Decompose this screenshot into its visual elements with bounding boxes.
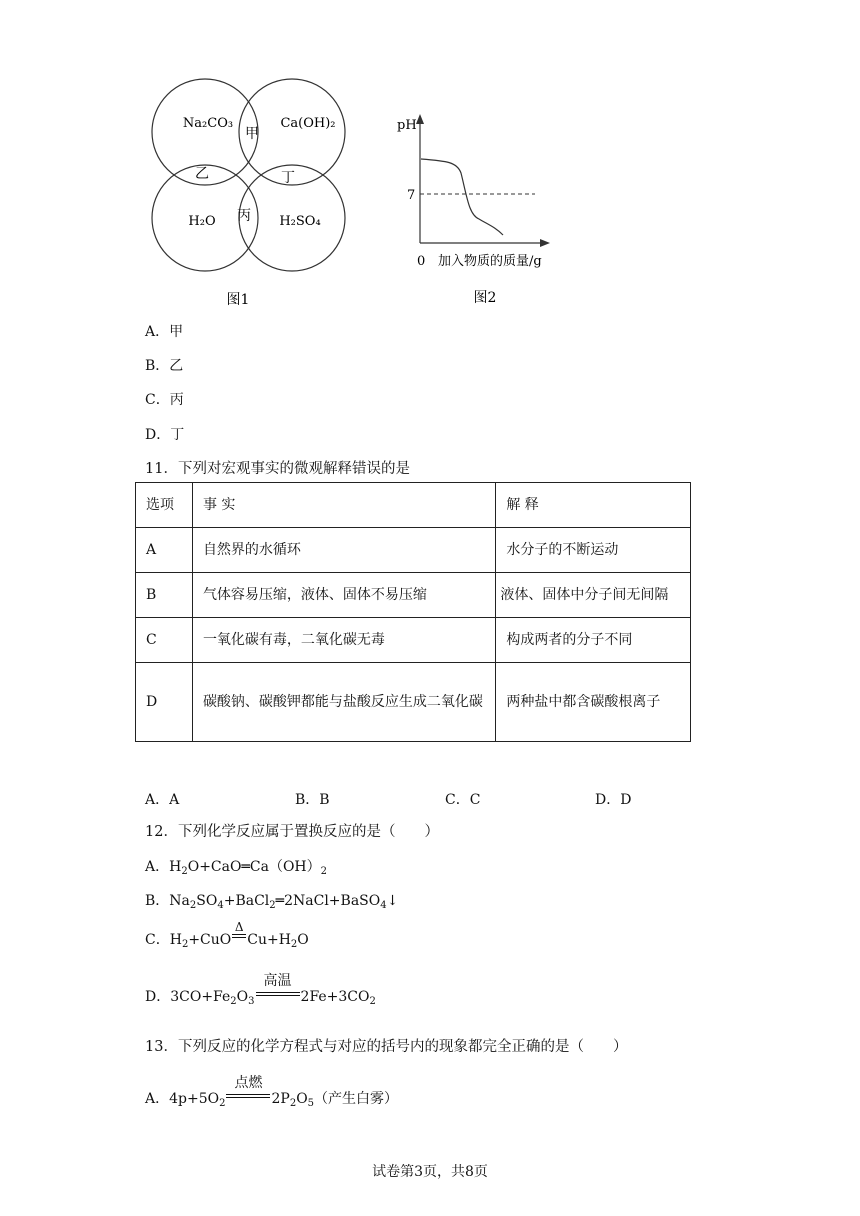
region-ding: 丁 — [281, 170, 295, 186]
figure-2-ph-graph — [385, 105, 580, 315]
table-row — [136, 528, 691, 573]
q12-a-label: A． — [145, 859, 170, 875]
q10-option-d: D．丁 — [145, 427, 185, 443]
row-c-explanation: 构成两者的分子不同 — [496, 618, 691, 663]
q12-d-condition: 高温 — [263, 973, 292, 989]
q12-b-equation: $Na_2SO_4+BaCl_2═2NaCl+BaSO_4↓$ — [169, 893, 399, 911]
row-d-option: D — [136, 663, 193, 742]
q12-option-c — [145, 920, 309, 950]
q10-option-c: C．丙 — [145, 392, 184, 408]
q11-option-d: D．D — [595, 792, 632, 808]
q12-option-a — [145, 856, 327, 876]
q12-c-condition: Δ — [234, 920, 244, 934]
table-row — [136, 663, 691, 742]
q11-stem: 11．下列对宏观事实的微观解释错误的是 — [145, 461, 410, 477]
label-h2so4: H₂SO₄ — [279, 214, 321, 229]
figure-1-venn — [140, 72, 360, 317]
q12-a-equation: $H_2O+CaO═Ca(OH)_2$ — [169, 859, 328, 877]
table-row — [136, 573, 691, 618]
row-a-option: A — [136, 528, 193, 573]
figure-1-caption: 图1 — [226, 292, 250, 308]
row-c-option: C — [136, 618, 193, 663]
row-a-fact: 自然界的水循环 — [192, 528, 495, 573]
y-axis-arrow — [416, 114, 424, 124]
q12-c-label: C． — [145, 932, 170, 948]
q11-option-a: A．A — [145, 792, 180, 808]
page-footer: 试卷第3页，共8页 — [372, 1164, 488, 1180]
q10-option-a: A．甲 — [145, 324, 184, 340]
label-h2o: H₂O — [188, 214, 216, 229]
table-header-row — [136, 483, 691, 528]
x-axis-arrow — [540, 239, 550, 247]
q12-b-label: B． — [145, 893, 170, 909]
label-caoh2: Ca(OH)₂ — [280, 116, 336, 131]
header-fact: 事 实 — [192, 483, 495, 528]
row-c-fact: 一氧化碳有毒，二氧化碳无毒 — [192, 618, 495, 663]
row-b-explanation: 液体、固体中分子间无间隔 — [496, 573, 691, 618]
table-row — [136, 618, 691, 663]
y-axis-label: pH — [397, 118, 417, 133]
q13-stem: 13．下列反应的化学方程式与对应的括号内的现象都完全正确的是（ ） — [145, 1039, 628, 1055]
y-tick-7: 7 — [407, 188, 416, 203]
q13-a-condition: 点燃 — [234, 1075, 263, 1091]
q11-table — [135, 482, 691, 742]
q10-option-b: B．乙 — [145, 358, 184, 374]
q13-a-label: A． — [145, 1091, 170, 1107]
q12-d-equation: $3CO+Fe_2O_3$ 高温 $2Fe+3CO_2$ — [170, 989, 376, 1005]
figure-2-caption: 图2 — [473, 290, 497, 306]
region-jia: 甲 — [245, 126, 259, 142]
region-yi: 乙 — [195, 166, 209, 182]
header-option: 选项 — [136, 483, 193, 528]
row-b-fact: 气体容易压缩，液体、固体不易压缩 — [192, 573, 495, 618]
origin-label: 0 — [417, 254, 426, 269]
row-d-fact: 碳酸钠、碳酸钾都能与盐酸反应生成二氧化碳 — [192, 663, 495, 742]
q12-d-label: D． — [145, 989, 171, 1005]
label-na2co3: Na₂CO₃ — [182, 116, 234, 131]
q12-option-b — [145, 890, 398, 910]
q12-option-d — [145, 973, 376, 1007]
q13-a-equation: $4p+5O_2$ 点燃 $2P_2O_5$ — [169, 1091, 314, 1107]
q11-option-b: B．B — [295, 792, 330, 808]
row-a-explanation: 水分子的不断运动 — [496, 528, 691, 573]
q13-option-a — [145, 1075, 399, 1109]
header-explanation: 解 释 — [496, 483, 691, 528]
q12-c-equation: $H_2+CuO$ Δ $Cu+H_2O$ — [169, 920, 309, 950]
ph-curve — [421, 159, 503, 235]
q13-a-note: （产生白雾） — [314, 1091, 399, 1107]
q12-stem: 12．下列化学反应属于置换反应的是（ ） — [145, 824, 439, 840]
q11-option-c: C．C — [445, 792, 481, 808]
row-b-option: B — [136, 573, 193, 618]
row-d-explanation: 两种盐中都含碳酸根离子 — [496, 663, 691, 742]
x-axis-label: 加入物质的质量/g — [438, 254, 542, 269]
region-bing: 丙 — [237, 208, 251, 224]
